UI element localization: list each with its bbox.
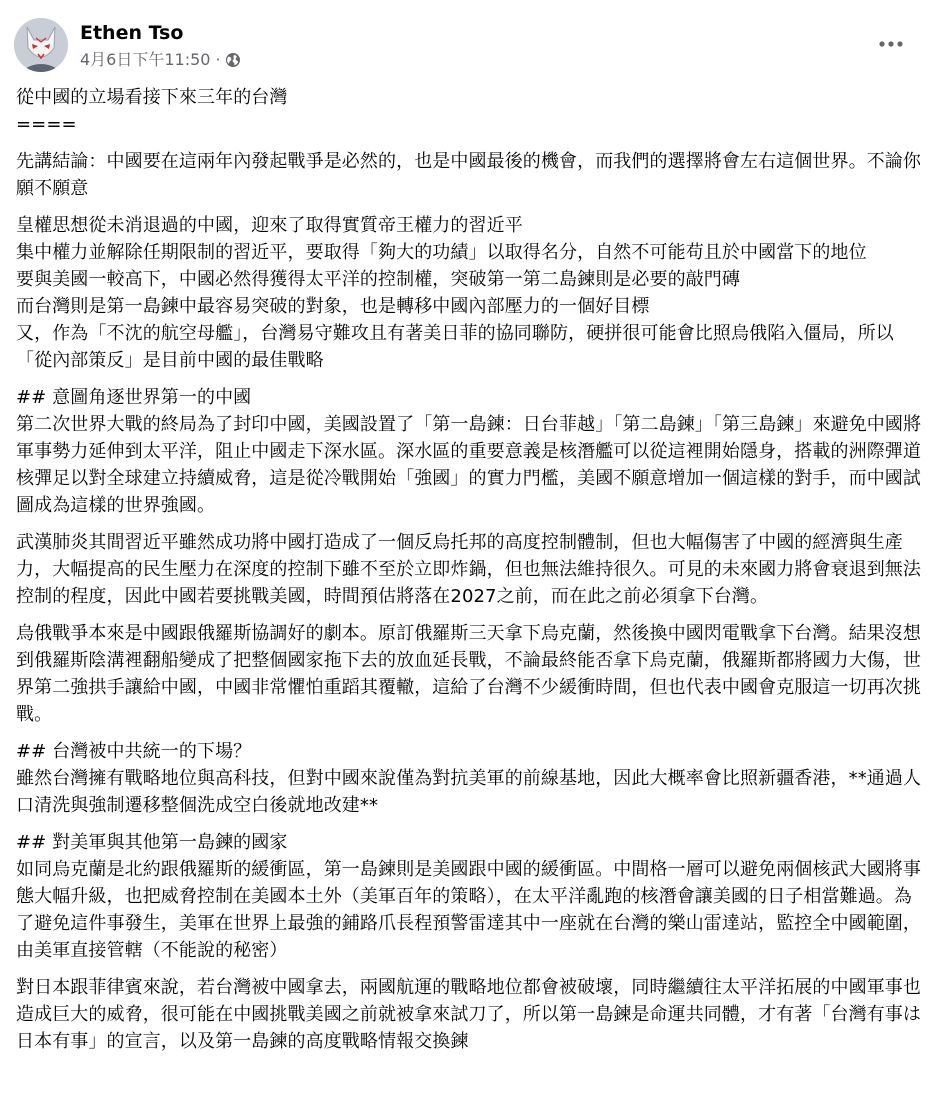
globe-icon[interactable] — [225, 52, 241, 68]
post-paragraph — [16, 974, 922, 1055]
post-text-line: 集中權力並解除任期限制的習近平，要取得「夠大的功績」以取得名分，自然不可能苟且於中國當下的地位 — [16, 242, 867, 263]
author-name[interactable]: Ethen Tso — [80, 22, 184, 44]
post-header — [0, 0, 938, 80]
post-text-line: 武漢肺炎其間習近平雖然成功將中國打造成了一個反烏托邦的高度控制體制，但也大幅傷害了中國的經濟與生產力，大幅提高的民生壓力在深度的控制下雖不至於立即炸鍋，但也無法維持很久。可見的未來國力將會衰退到無法控制的程度，因此中國若要挑戰美國，時間預估將落在2027之前，而在此之前必須拿下台灣。 — [16, 532, 921, 607]
post-text-line: 第二次世界大戰的終局為了封印中國，美國設置了「第一島鍊：日台菲越」「第二島鍊」「第三島鍊」來避免中國將軍事勢力延伸到太平洋，阻止中國走下深水區。深水區的重要意義是核潛艦可以從這裡開始隱身，搭載的洲際彈道核彈足以對全球建立持續威脅，這是從冷戰開始「強國」的實力門檻，美國不願意增加一個這樣的對手，而中國試圖成為這樣的世界強國。 — [16, 414, 922, 516]
more-options-button[interactable] — [872, 30, 910, 58]
meta-separator: · — [215, 50, 221, 69]
post-text-line: ==== — [16, 114, 77, 135]
post-paragraph — [16, 384, 922, 519]
post-paragraph — [16, 148, 922, 202]
post-paragraph — [16, 620, 922, 728]
post-text-line: 皇權思想從未消退過的中國，迎來了取得實質帝王權力的習近平 — [16, 215, 523, 236]
post-paragraph — [16, 529, 922, 610]
post-text-line: 先講結論：中國要在這兩年內發起戰爭是必然的，也是中國最後的機會，而我們的選擇將會左右這個世界。不論你願不願意 — [16, 151, 921, 199]
post-text-line: 烏俄戰爭本來是中國跟俄羅斯協調好的劇本。原訂俄羅斯三天拿下烏克蘭，然後換中國閃電戰拿下台灣。結果沒想到俄羅斯陰溝裡翻船變成了把整個國家拖下去的放血延長戰，不論最終能否拿下烏克蘭，俄羅斯都將國力大傷，世界第二強拱手讓給中國，中國非常懼怕重蹈其覆轍，這給了台灣不少緩衝時間，但也代表中國會克服這一切再次挑戰。 — [16, 623, 921, 725]
post-text-line: ## 對美軍與其他第一島鍊的國家 — [16, 832, 288, 853]
post-text-line: 又，作為「不沈的航空母艦」，台灣易守難攻且有著美日菲的協同聯防，硬拼很可能會比照烏俄陷入僵局，所以「從內部策反」是目前中國的最佳戰略 — [16, 323, 894, 371]
post-paragraph — [16, 738, 922, 819]
post-text-line: 如同烏克蘭是北約跟俄羅斯的緩衝區，第一島鍊則是美國跟中國的緩衝區。中間格一層可以避免兩個核武大國將事態大幅升級，也把威脅控制在美國本土外（美軍百年的策略），在太平洋亂跑的核潛會讓美國的日子相當難過。為了避免這件事發生，美軍在世界上最強的鋪路爪長程預警雷達其中一座就在台灣的樂山雷達站，監控全中國範圍，由美軍直接管轄（不能說的秘密） — [16, 859, 921, 961]
post-text-line: 而台灣則是第一島鍊中最容易突破的對象，也是轉移中國內部壓力的一個好目標 — [16, 296, 650, 317]
post-paragraph — [16, 212, 922, 374]
post-timestamp[interactable]: 4月6日下午11:50 — [80, 50, 211, 69]
post-text-line: ## 意圖角逐世界第一的中國 — [16, 387, 252, 408]
fox-mask-avatar-icon — [14, 18, 68, 72]
more-options-icon — [879, 41, 903, 47]
post-body — [16, 84, 922, 1065]
post-paragraph — [16, 84, 922, 138]
post-meta — [80, 49, 241, 71]
post-text-line: 要與美國一較高下，中國必然得獲得太平洋的控制權，突破第一第二島鍊則是必要的敲門磚 — [16, 269, 740, 290]
post-text-line: 對日本跟菲律賓來說，若台灣被中國拿去，兩國航運的戰略地位都會被破壞，同時繼續往太平洋拓展的中國軍事也造成巨大的威脅，很可能在中國挑戰美國之前就被拿來試刀了，所以第一島鍊是命運共同體，才有著「台灣有事は日本有事」的宣言，以及第一島鍊的高度戰略情報交換鍊 — [16, 977, 921, 1052]
avatar[interactable] — [14, 18, 68, 72]
post-text-line: 從中國的立場看接下來三年的台灣 — [16, 87, 288, 108]
post-text-line: ## 台灣被中共統一的下場？ — [16, 741, 252, 762]
post-paragraph — [16, 829, 922, 964]
post-text-line: 雖然台灣擁有戰略地位與高科技，但對中國來說僅為對抗美軍的前線基地，因此大概率會比照新疆香港，**通過人口清洗與強制遷移整個洗成空白後就地改建** — [16, 768, 922, 816]
